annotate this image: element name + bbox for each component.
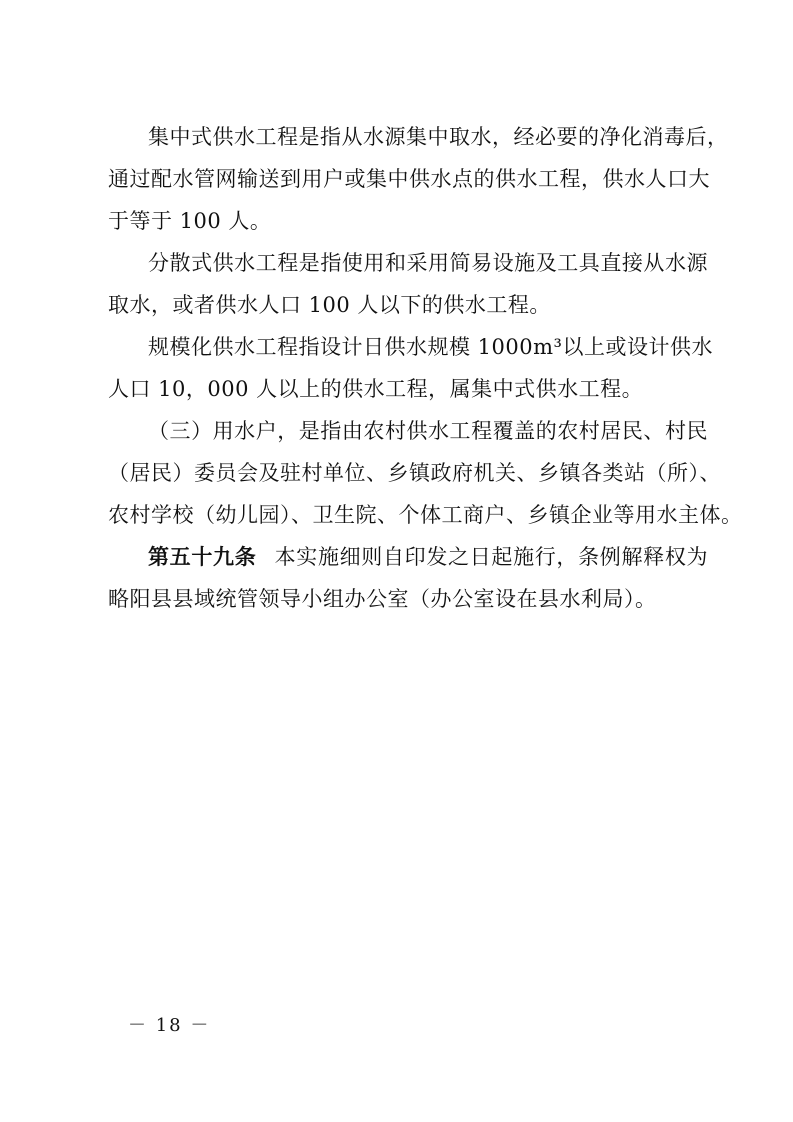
paragraph-4-line-2: （居民）委员会及驻村单位、乡镇政府机关、乡镇各类站（所）、 xyxy=(108,461,721,485)
article-59-text-1: 本实施细则自印发之日起施行，条例解释权为 xyxy=(274,545,709,569)
article-59-line-2: 略阳县县域统管领导小组办公室（办公室设在县水利局）。 xyxy=(108,587,657,611)
paragraph-3-line-1: 规模化供水工程指设计日供水规模 1000m³以上或设计供水 xyxy=(148,335,713,359)
page-number: － 18 － xyxy=(128,1015,211,1036)
article-59-line-1 xyxy=(148,544,708,570)
paragraph-1-line-3: 于等于 100 人。 xyxy=(108,209,272,233)
article-heading: 第五十九条 xyxy=(148,544,257,569)
paragraph-1-line-1: 集中式供水工程是指从水源集中取水，经必要的净化消毒后， xyxy=(148,125,729,149)
paragraph-4-line-1: （三）用水户，是指由农村供水工程覆盖的农村居民、村民 xyxy=(148,419,708,443)
paragraph-1-line-2: 通过配水管网输送到用户或集中供水点的供水工程，供水人口大 xyxy=(108,167,710,191)
paragraph-2-line-1: 分散式供水工程是指使用和采用简易设施及工具直接从水源 xyxy=(148,251,708,275)
paragraph-2-line-2: 取水，或者供水人口 100 人以下的供水工程。 xyxy=(108,293,551,317)
paragraph-4-line-3: 农村学校（幼儿园）、卫生院、个体工商户、乡镇企业等用水主体。 xyxy=(108,503,743,527)
paragraph-3-line-2: 人口 10，000 人以上的供水工程，属集中式供水工程。 xyxy=(108,377,644,401)
